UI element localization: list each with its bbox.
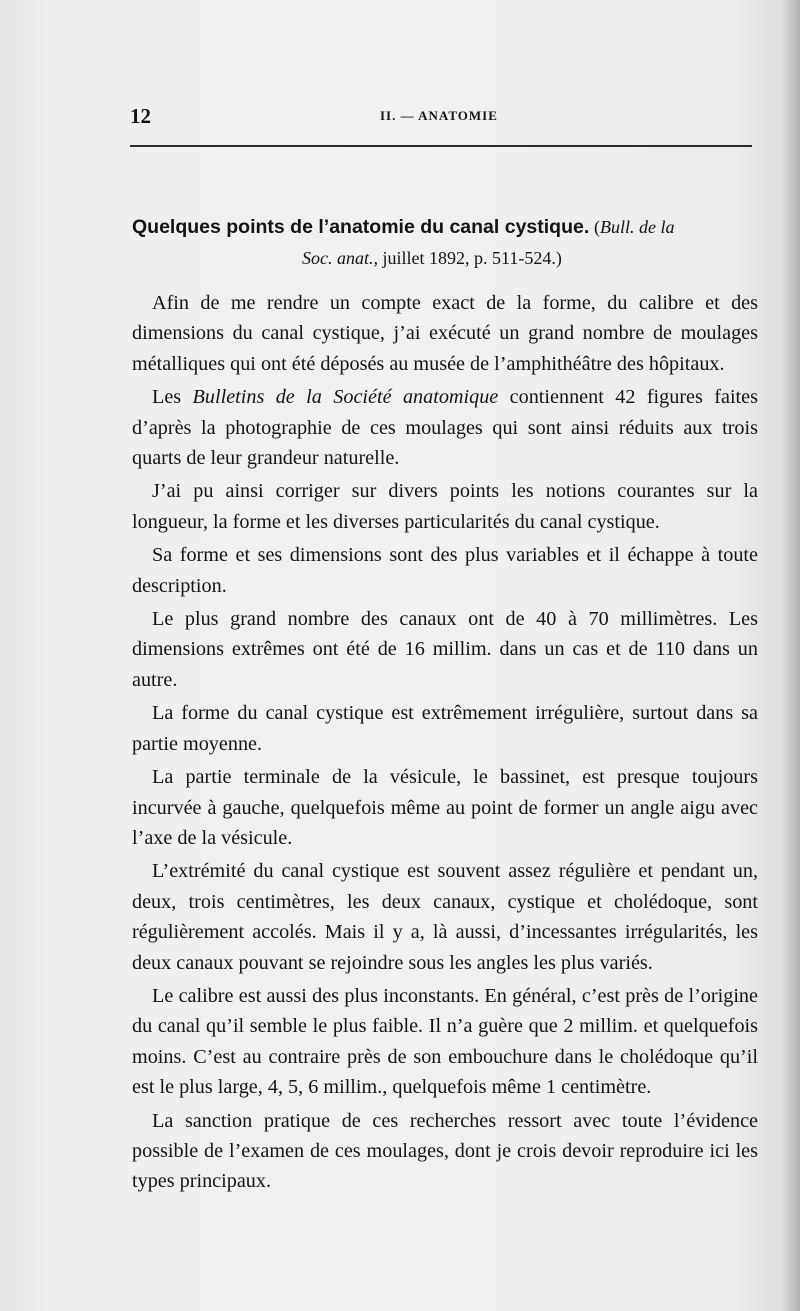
paragraph: Le plus grand nombre des canaux ont de 40 à 70 millimètres. Les dimensions extrêmes ont été de 16 millim. dans un cas et de 110 dans un autre. (132, 608, 758, 691)
paragraph: Les Bulletins de la Société anatomique contiennent 42 figures faites d’après la photographie de ces moulages qui sont ainsi réduits aux trois quarts de leur grandeur naturelle. (132, 386, 758, 470)
reference-details: juillet 1892, p. 511-524.) (382, 248, 562, 268)
reference-journal-a: Bull. de la (600, 217, 675, 237)
page-number: 12 (130, 104, 151, 128)
article-title: Quelques points de l’anatomie du canal cystique. (132, 216, 590, 238)
header-rule (130, 145, 752, 147)
paragraph: Sa forme et ses dimensions sont des plus variables et il échappe à toute description. (132, 544, 758, 597)
paragraph: La sanction pratique de ces recherches ressort avec toute l’évidence possible de l’examen de ces moulages, dont je crois devoir reproduire ici les types principaux. (132, 1109, 758, 1193)
journal-title-italic: Bulletins de la Société anatomique (192, 386, 499, 409)
paragraph: L’extrémité du canal cystique est souvent assez régulière et pendant un, deux, trois centimètres, les deux canaux, cystique et cholédoque, sont régulièrement accolés. Mais il y a, là aussi, d’incessantes irrégularités, les deux canaux pouvant se rejoindre sous les angles les plus variés. (132, 860, 758, 974)
paragraph: J’ai pu ainsi corriger sur divers points les notions courantes sur la longueur, la forme et les diverses particularités du canal cystique. (132, 480, 758, 533)
running-head: II. — ANATOMIE (380, 108, 498, 123)
page-edge-shadow (782, 0, 800, 1311)
reference-journal-b: Soc. anat., (302, 248, 378, 268)
article-body (132, 288, 758, 1197)
paragraph: La partie terminale de la vésicule, le bassinet, est presque toujours incurvée à gauche, quelquefois même au point de former un angle aigu avec l’axe de la vésicule. (132, 766, 758, 849)
paragraph: Afin de me rendre un compte exact de la forme, du calibre et des dimensions du canal cystique, j’ai exécuté un grand nombre de moulages métalliques qui ont été déposés au musée de l’amphithéâtre des hôpitaux. (132, 292, 758, 375)
paragraph: La forme du canal cystique est extrêmement irrégulière, surtout dans sa partie moyenne. (132, 702, 758, 755)
paragraph: Le calibre est aussi des plus inconstants. En général, c’est près de l’origine du canal qu’il semble le plus faible. Il n’a guère que 2 millim. et quelquefois moins. C’est au contraire près de son embouchure dans le cholédoque qu’il est le plus large, 4, 5, 6 millim., quelquefois même 1 centimètre. (132, 984, 758, 1099)
article-heading (132, 212, 762, 273)
reference-line-2 (132, 243, 762, 273)
reference-open: ( (594, 217, 601, 237)
page-header (130, 100, 752, 130)
